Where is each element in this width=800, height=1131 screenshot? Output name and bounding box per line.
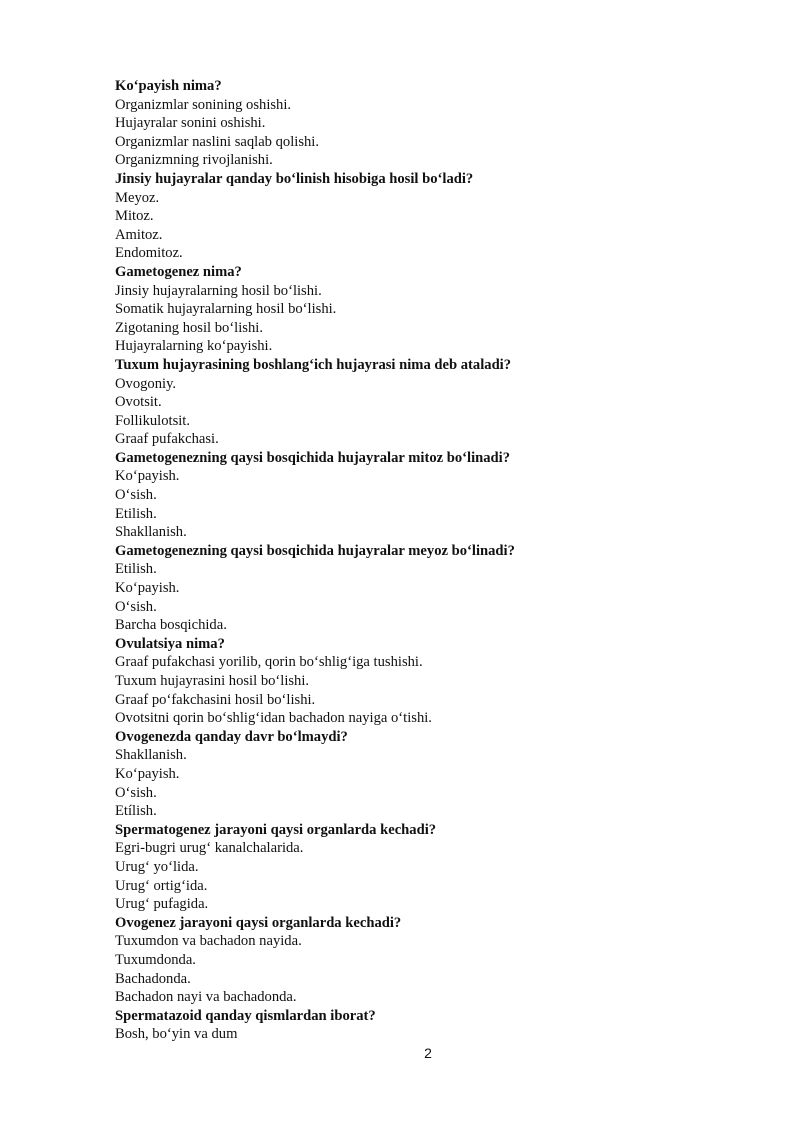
question-text: Gametogenezning qaysi bosqichida hujayralar mitoz boʻlinadi? <box>115 449 511 466</box>
page-number-label: 2 <box>424 1045 432 1061</box>
answer-option: Koʻpayish. <box>115 468 180 485</box>
answer-option: Follikulotsit. <box>115 412 191 429</box>
question-text: Tuxum hujayrasining boshlangʻich hujayrasi nima deb ataladi? <box>115 356 512 373</box>
answer-option: Tuxumdonda. <box>115 951 196 968</box>
question-block <box>115 263 735 356</box>
question-block <box>115 1007 735 1044</box>
answer-option: Bachadon nayi va bachadonda. <box>115 989 297 1006</box>
answer-option: Amitoz. <box>115 226 163 243</box>
answer-option: Organizmning rivojlanishi. <box>115 152 273 169</box>
question-block <box>115 821 735 914</box>
answer-option: Bosh, boʻyin va dum <box>115 1026 238 1043</box>
answer-option: Urugʻ yoʻlida. <box>115 858 199 875</box>
question-block <box>115 635 735 728</box>
question-text: Ovulatsiya nima? <box>115 635 225 652</box>
answer-option: Etílish. <box>115 803 157 820</box>
question-text: Koʻpayish nima? <box>115 78 222 94</box>
question-block <box>115 914 735 1007</box>
answer-option: Shakllanish. <box>115 524 187 541</box>
answer-option: Ovotsit. <box>115 394 162 411</box>
question-block <box>115 356 735 449</box>
question-block <box>115 170 735 263</box>
answer-option: Oʻsish. <box>115 487 157 504</box>
answer-option: Organizmlar naslini saqlab qolishi. <box>115 133 320 150</box>
answer-option: Shakllanish. <box>115 747 187 764</box>
answer-option: Hujayralarning koʻpayishi. <box>115 338 273 355</box>
answer-option: Meyoz. <box>115 189 160 206</box>
question-block <box>115 449 735 542</box>
answer-option: Tuxumdon va bachadon nayida. <box>115 933 302 950</box>
answer-option: Ovotsitni qorin boʻshligʻidan bachadon nayiga oʻtishi. <box>115 710 432 727</box>
answer-option: Koʻpayish. <box>115 765 180 782</box>
answer-option: Graaf pufakchasi yorilib, qorin boʻshligʻiga tushishi. <box>115 654 423 671</box>
quiz-content <box>115 77 735 1044</box>
page-number <box>0 1044 800 1062</box>
answer-option: Etilish. <box>115 505 157 522</box>
answer-option: Tuxum hujayrasini hosil boʻlishi. <box>115 673 310 689</box>
answer-option: Oʻsish. <box>115 598 157 615</box>
question-block <box>115 728 735 821</box>
answer-option: Barcha bosqichida. <box>115 617 227 634</box>
answer-option: Graaf pufakchasi. <box>115 431 219 448</box>
question-text: Gametogenez nima? <box>115 263 242 280</box>
answer-option: Urugʻ pufagida. <box>115 896 209 913</box>
question-text: Ovogenez jarayoni qaysi organlarda kechadi? <box>115 914 402 931</box>
answer-option: Oʻsish. <box>115 784 157 801</box>
answer-option: Hujayralar sonini oshishi. <box>115 115 266 132</box>
answer-option: Somatik hujayralarning hosil boʻlishi. <box>115 301 337 318</box>
answer-option: Koʻpayish. <box>115 580 180 597</box>
answer-option: Endomitoz. <box>115 245 183 262</box>
question-text: Spermatazoid qanday qismlardan iborat? <box>115 1007 376 1024</box>
answer-option: Etilish. <box>115 561 157 578</box>
answer-option: Zigotaning hosil boʻlishi. <box>115 319 263 336</box>
answer-option: Mitoz. <box>115 208 154 225</box>
answer-option: Ovogoniy. <box>115 375 177 392</box>
question-text: Gametogenezning qaysi bosqichida hujayralar meyoz boʻlinadi? <box>115 542 515 559</box>
answer-option: Urugʻ ortigʻida. <box>115 877 208 894</box>
answer-option: Graaf poʻfakchasini hosil boʻlishi. <box>115 691 316 708</box>
question-block <box>115 542 735 635</box>
question-text: Spermatogenez jarayoni qaysi organlarda kechadi? <box>115 821 437 838</box>
question-text: Jinsiy hujayralar qanday boʻlinish hisobiga hosil boʻladi? <box>115 170 474 187</box>
question-block <box>115 77 735 170</box>
question-text: Ovogenezda qanday davr boʻlmaydi? <box>115 728 348 745</box>
answer-option: Egri-bugri urugʻ kanalchalarida. <box>115 840 304 857</box>
answer-option: Organizmlar sonining oshishi. <box>115 96 292 113</box>
answer-option: Jinsiy hujayralarning hosil boʻlishi. <box>115 282 322 299</box>
answer-option: Bachadonda. <box>115 970 191 987</box>
